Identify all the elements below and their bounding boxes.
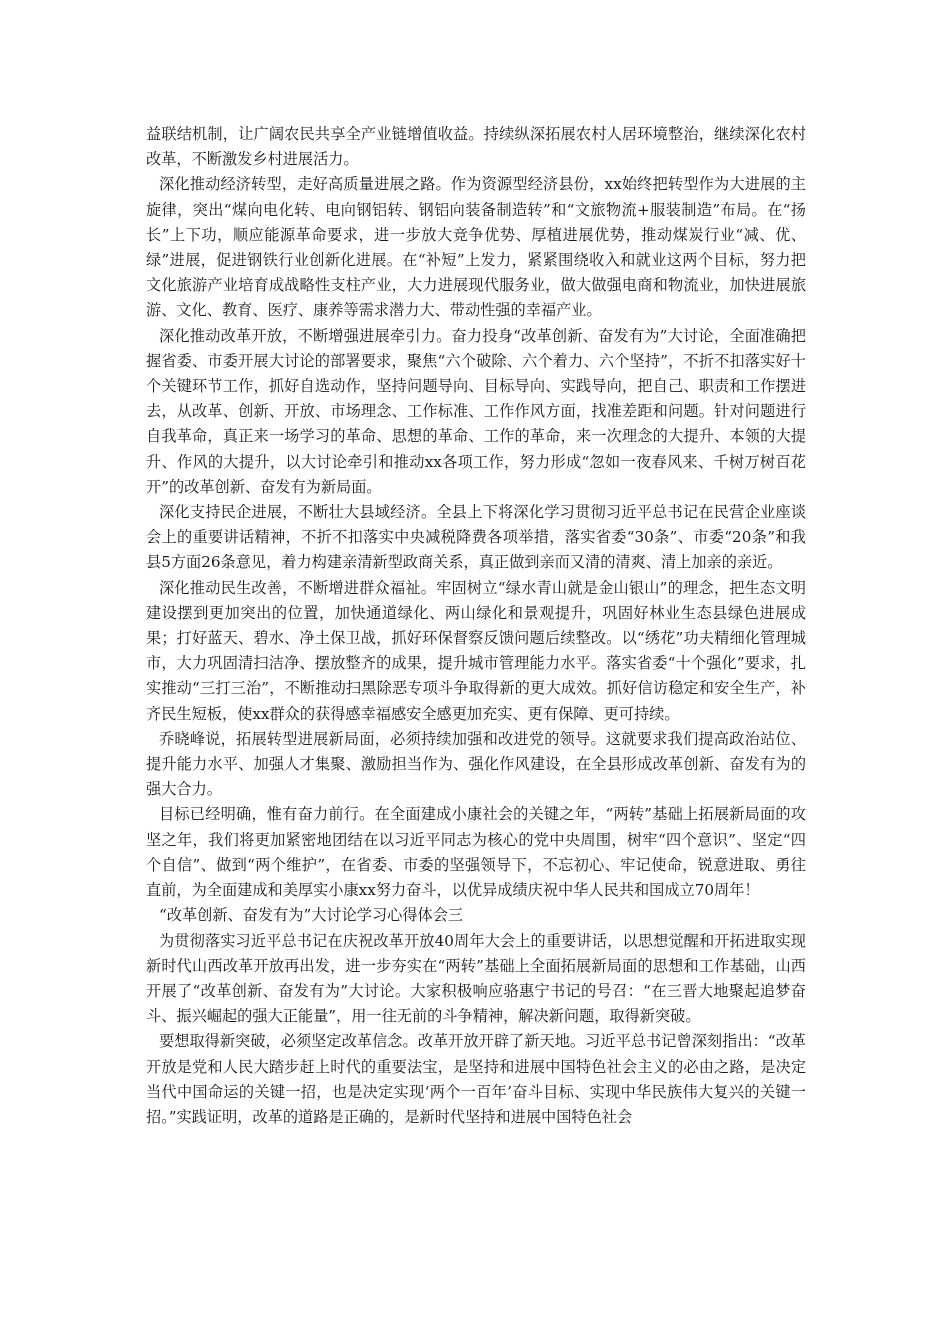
paragraph-3: 深化推动改革开放，不断增强进展牵引力。奋力投身“改革创新、奋发有为”大讨论，全面准确把握省委、市委开展大讨论的部署要求，聚焦“六个破除、六个着力、六个坚持”，不折不扣落实好十个关键环节工作，抓好自选动作，坚持问题导向、目标导向、实践导向，把自己、职责和工作摆进去，从改革、创新、开放、市场理念、工作标准、工作作风方面，找准差距和问题。针对问题进行自我革命，真正来一场学习的革命、思想的革命、工作的革命，来一次理念的大提升、本领的大提升、作风的大提升，以大讨论牵引和推动xx各项工作，努力形成“忽如一夜春风来、千树万树百花开”的改革创新、奋发有为新局面。 xyxy=(146,326,806,496)
paragraph-4: 深化支持民企进展，不断壮大县域经济。全县上下将深化学习贯彻习近平总书记在民营企业座谈会上的重要讲话精神，不折不扣落实中央减税降费各项举措，落实省委“30条”、市委“20条”和我县5方面26条意见，着力构建亲清新型政商关系，真正做到亲而又清的清爽、清上加亲的亲近。 xyxy=(146,503,806,572)
paragraph-5: 深化推动民生改善，不断增进群众福祉。牢固树立“绿水青山就是金山银山”的理念，把生态文明建设摆到更加突出的位置，加快通道绿化、两山绿化和景观提升，巩固好林业生态县绿色进展成果；打好蓝天、碧水、净土保卫战，抓好环保督察反馈问题后续整改。以“绣花”功夫精细化管理城市，大力巩固清扫洁净、摆放整齐的成果，提升城市管理能力水平。落实省委“十个强化”要求，扎实推动“三打三治”，不断推动扫黑除恶专项斗争取得新的更大成效。抓好信访稳定和安全生产，补齐民生短板，使xx群众的获得感幸福感安全感更加充实、更有保障、更可持续。 xyxy=(146,578,806,723)
paragraph-7: 目标已经明确，惟有奋力前行。在全面建成小康社会的关键之年，“两转”基础上拓展新局面的攻坚之年，我们将更加紧密地团结在以习近平同志为核心的党中央周围，树牢“四个意识”、坚定“四个自信”、做到“两个维护”，在省委、市委的坚强领导下，不忘初心、牢记使命，锐意进取、勇往直前，为全面建成和美厚实小康xx努力奋斗，以优异成绩庆祝中华人民共和国成立70周年！ xyxy=(146,805,806,900)
paragraph-9: 要想取得新突破，必须坚定改革信念。改革开放开辟了新天地。习近平总书记曾深刻指出：“改革开放是党和人民大踏步赶上时代的重要法宝，是坚持和进展中国特色社会主义的必由之路，是决定当代中国命运的关键一招，也是决定实现‘两个一百年’奋斗目标、实现中华民族伟大复兴的关键一招。”实践证明，改革的道路是正确的，是新时代坚持和进展中国特色社会 xyxy=(146,1032,806,1126)
paragraph-8: 为贯彻落实习近平总书记在庆祝改革开放40周年大会上的重要讲话，以思想觉醒和开拓进取实现新时代山西改革开放再出发，进一步夯实在“两转”基础上全面拓展新局面的思想和工作基础，山西开展了“改革创新、奋发有为”大讨论。大家积极响应骆惠宁书记的号召：“在三晋大地聚起追梦奋斗、振兴崛起的强大正能量”，用一往无前的斗争精神，解决新问题，取得新突破。 xyxy=(146,931,806,1026)
paragraph-2: 深化推动经济转型，走好高质量进展之路。作为资源型经济县份，xx始终把转型作为大进展的主旋律，突出“煤向电化转、电向钢铝转、钢铝向装备制造转”和“文旅物流+服装制造”布局。在“扬长”上下功，顺应能源革命要求，进一步放大竞争优势、厚植进展优势，推动煤炭行业“减、优、绿”进展，促进钢铁行业创新化进展。在“补短”上发力，紧紧围绕收入和就业这两个目标，努力把文化旅游产业培育成战略性支柱产业，大力进展现代服务业，做大做强电商和物流业，加快进展旅游、文化、教育、医疗、康养等需求潜力大、带动性强的幸福产业。 xyxy=(146,175,806,320)
paragraph-6: 乔晓峰说，拓展转型进展新局面，必须持续加强和改进党的领导。这就要求我们提高政治站位、提升能力水平、加强人才集聚、激励担当作为、强化作风建设，在全县形成改革创新、奋发有为的强大合力。 xyxy=(146,729,806,799)
document-body xyxy=(146,122,806,1130)
paragraph-1: 益联结机制，让广阔农民共享全产业链增值收益。持续纵深拓展农村人居环境整治，继续深化农村改革，不断激发乡村进展活力。 xyxy=(146,125,806,169)
section-heading: “改革创新、奋发有为”大讨论学习心得体会三 xyxy=(159,906,464,925)
